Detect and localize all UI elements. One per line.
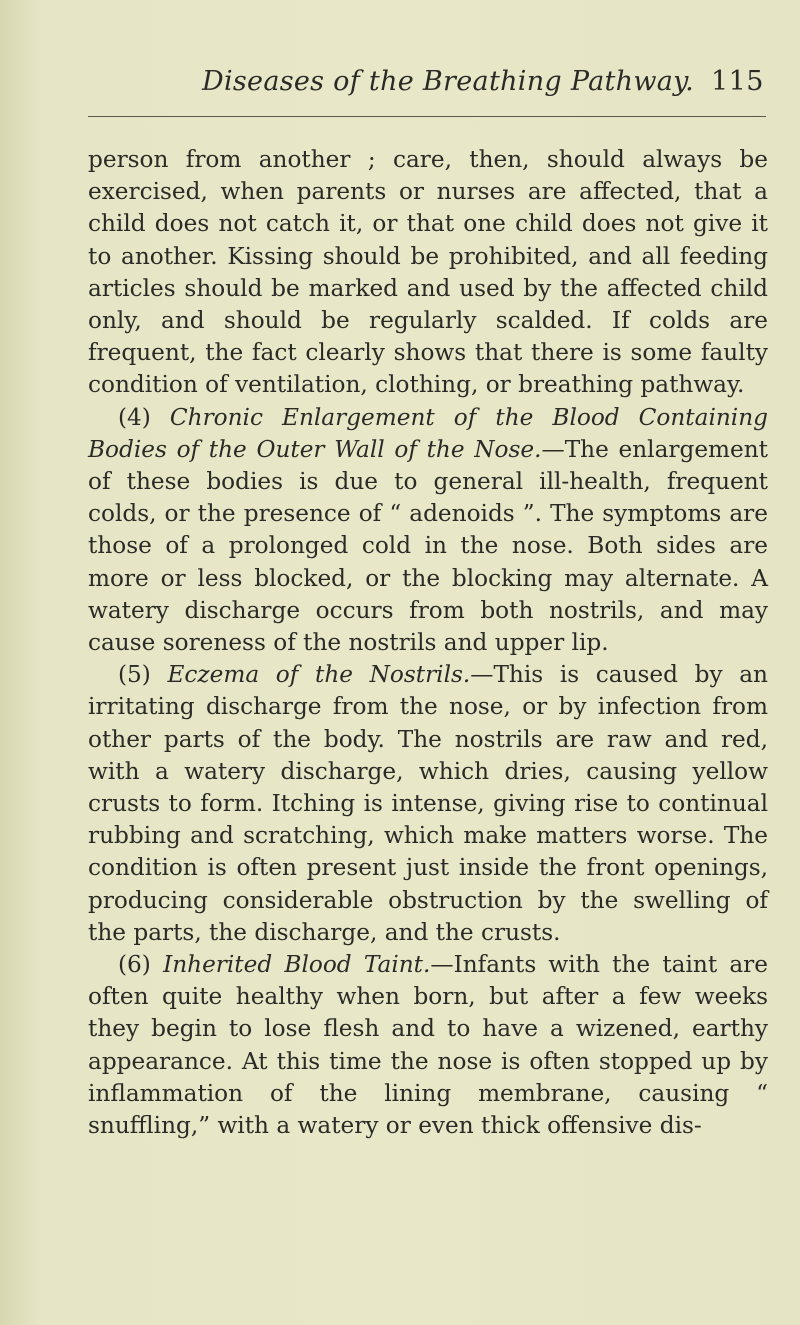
paragraph-text: —The enlargement of these bodies is due to general ill-health, frequent colds, or the presence of “ adenoids ”. The symptoms are those of a prolonged cold in the nose. Both sides are more or less blocked, or the blocking may alternate. A watery discharge occurs from both nostrils, and may cause soreness of the nostrils and upper lip.	[88, 435, 769, 657]
paragraph-text: person from another ; care, then, should always be exercised, when parents or nurses are affected, that a child does not catch it, or that one child does not give it to another. Kissing should be prohibited, and all feeding articles should be marked and used by the affected child only, and should be regularly scalded. If colds are frequent, the fact clearly shows that there is some faulty condition of ventilation, clothing, or breathing pathway.	[88, 146, 768, 399]
paragraph-number: (5)	[118, 661, 168, 689]
body-text	[88, 144, 768, 1142]
paragraph-heading: Eczema of the Nostrils.	[167, 661, 471, 689]
paragraph-text: —This is caused by an irritating discharge from the nose, or by infection from other parts of the body. The nostrils are raw and red, with a watery discharge, which dries, causing yellow crusts to form. Itching is intense, giving rise to continual rubbing and scratching, which make matters worse. The condition is often present just inside the front openings, producing considerable obstruction by the swelling of the parts, the discharge, and the crusts.	[88, 661, 768, 946]
running-head: Diseases of the Breathing Pathway.	[202, 66, 695, 97]
page-number: 115	[710, 66, 764, 97]
paragraph-inherited-taint	[88, 949, 768, 1142]
paragraph-text: —Infants with the taint are often quite healthy when born, but after a few weeks they begin to lose flesh and to have a wizened, earthy appearance. At this time the nose is often stopped up by inflammation of the lining membrane, causing “ snuffling,” with a watery or even thick offensive dis-	[88, 951, 768, 1140]
paragraph-continuation	[88, 144, 768, 402]
header-rule	[88, 116, 766, 117]
paragraph-eczema	[88, 659, 768, 949]
paragraph-heading: Inherited Blood Taint.	[163, 951, 431, 979]
paragraph-number: (4)	[118, 403, 170, 431]
paragraph-heading: Chronic Enlargement of the Blood Containing Bodies of the Outer Wall of the Nose.	[88, 403, 768, 463]
paragraph-chronic-enlargement	[88, 402, 768, 660]
page-header	[88, 66, 768, 106]
paragraph-number: (6)	[118, 951, 164, 979]
